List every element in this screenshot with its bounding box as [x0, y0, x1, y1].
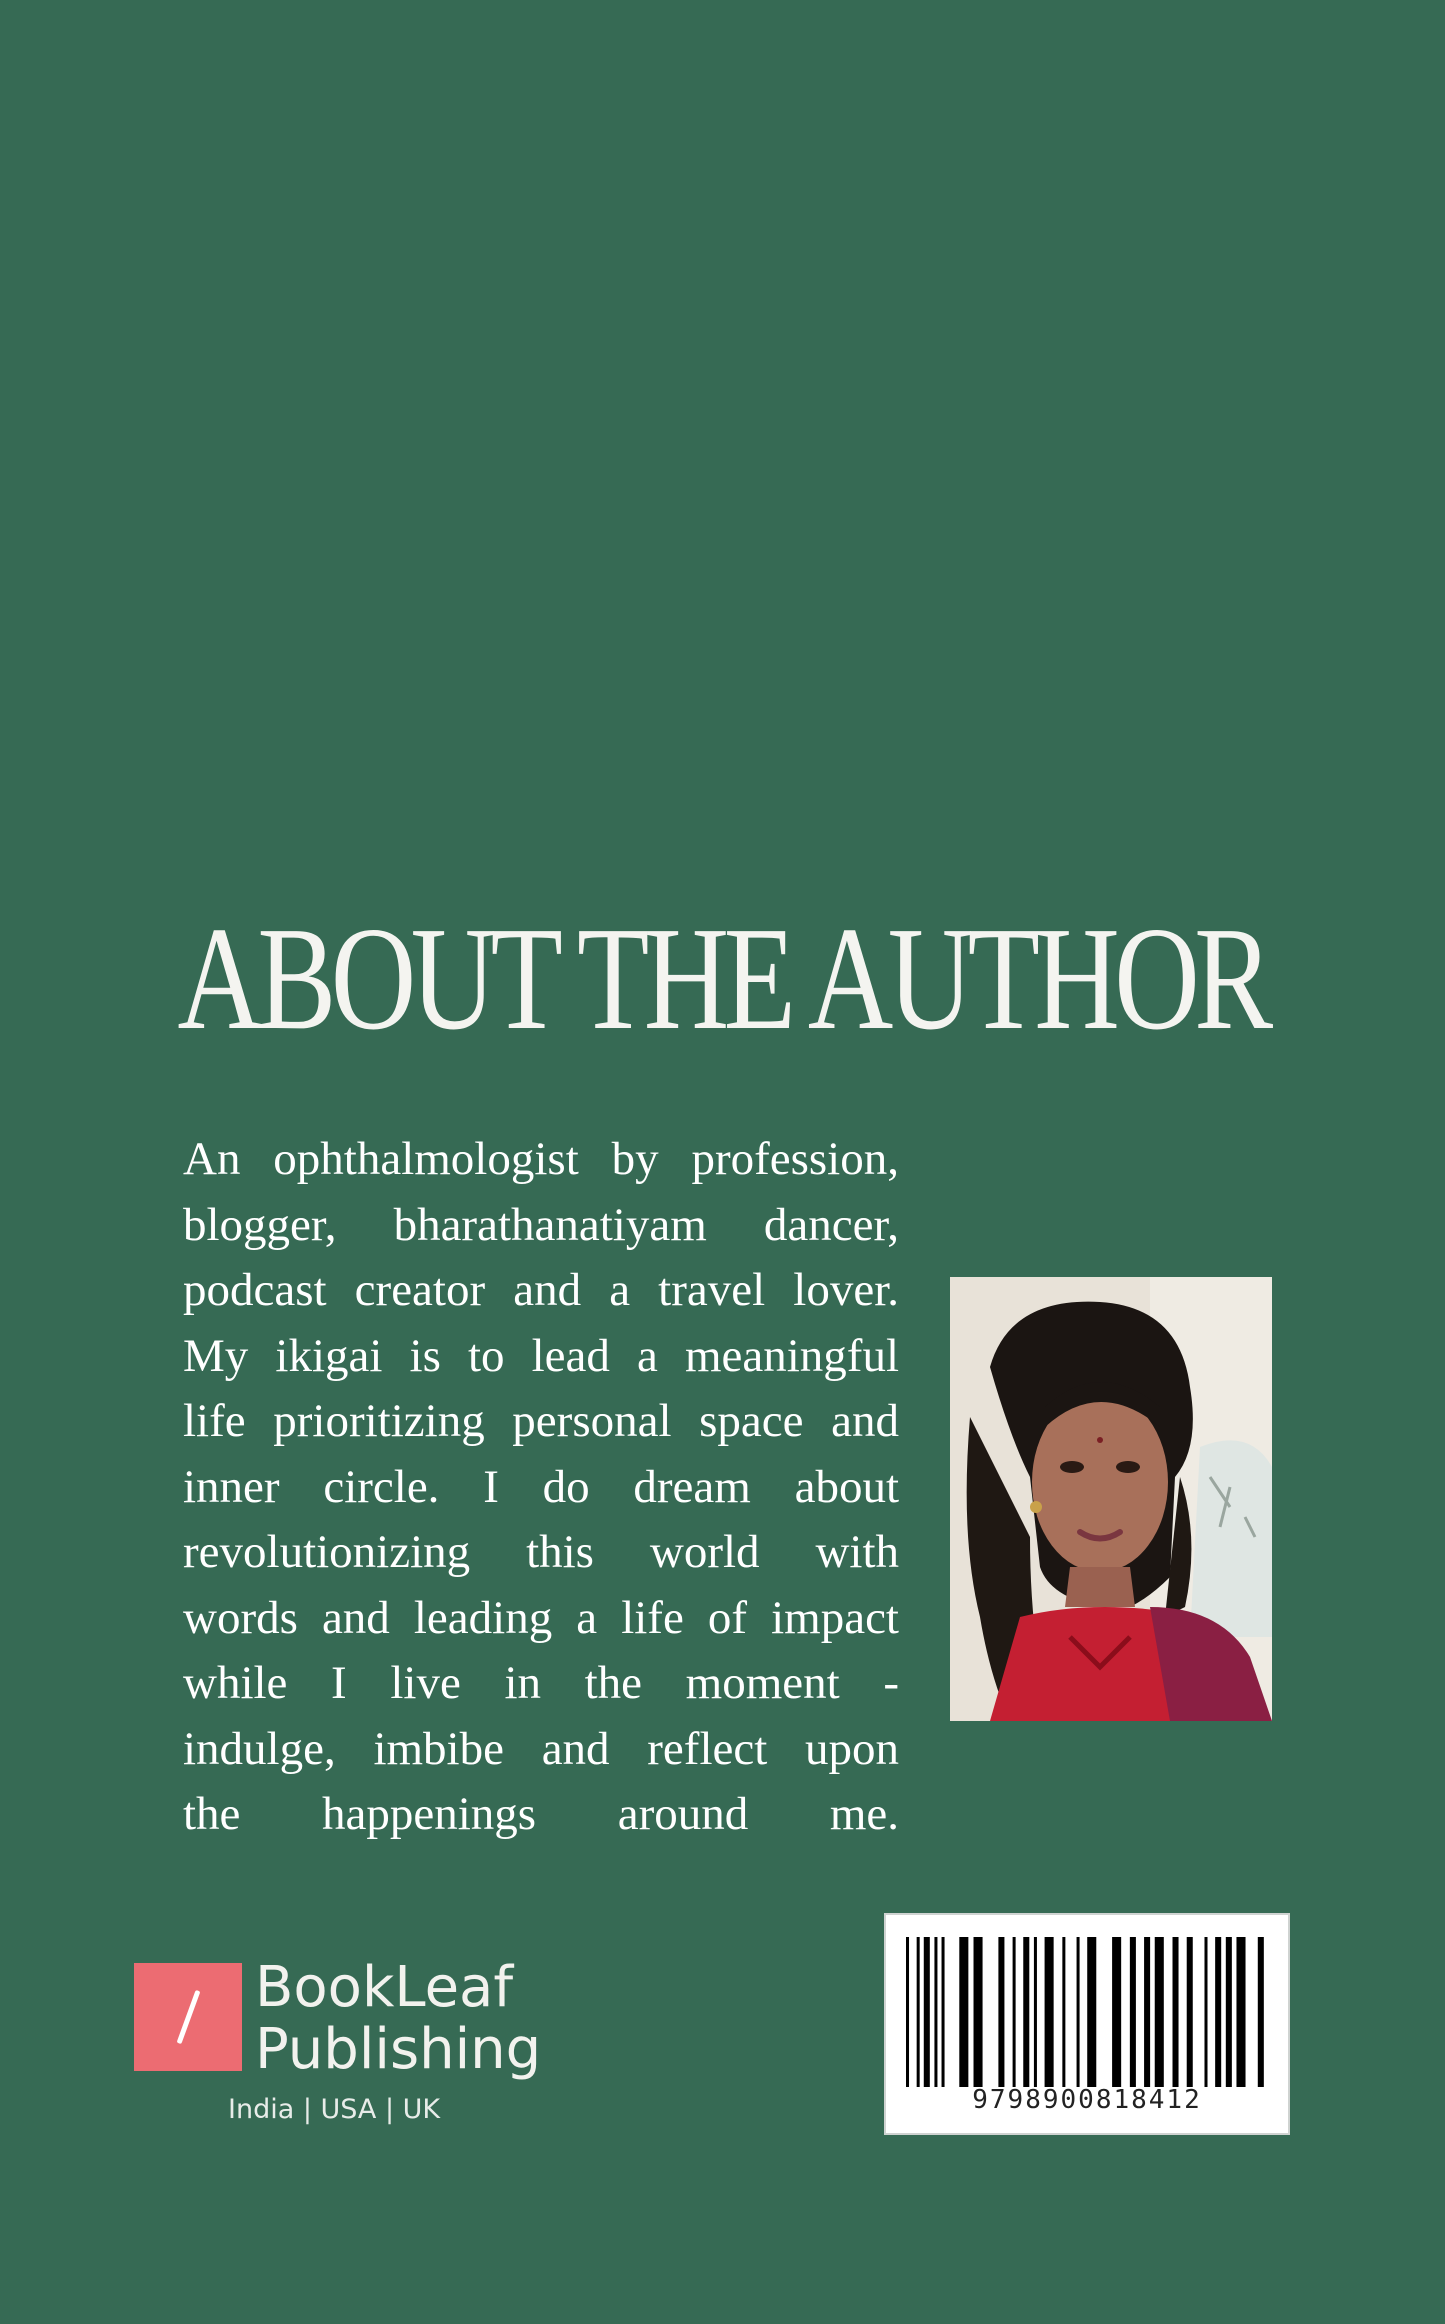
barcode-bar [924, 1937, 930, 2087]
bio-line: indulge, imbibe and reflect upon [183, 1722, 899, 1775]
about-author-heading: ABOUT THE AUTHOR [177, 897, 1268, 1061]
barcode-bar [974, 1937, 983, 2087]
publisher-name-line1: BookLeaf [255, 1955, 514, 2020]
barcode-bar [1062, 1937, 1065, 2087]
bio-line: podcast creator and a travel lover. [183, 1264, 899, 1316]
barcode-bar [1155, 1937, 1164, 2087]
bio-line: words and leading a life of impact [183, 1591, 899, 1644]
barcode-bar [1130, 1937, 1136, 2087]
slash-logo-icon [176, 1990, 200, 2044]
isbn-barcode [884, 1913, 1290, 2135]
publisher-name-line2: Publishing [255, 2017, 542, 2082]
publisher-regions: India | USA | UK [228, 2094, 441, 2125]
publisher-name [255, 1957, 541, 2081]
barcode-bar [1236, 1937, 1245, 2087]
barcode-bar [1204, 1937, 1207, 2087]
bio-line: My ikigai is to lead a meaningful [183, 1329, 899, 1382]
barcode-bar [998, 1937, 1004, 2087]
barcode-bar [917, 1937, 920, 2087]
barcode-bar [1187, 1937, 1193, 2087]
bio-line: inner circle. I do dream about [183, 1460, 899, 1513]
author-photo [950, 1277, 1272, 1721]
barcode-bar [1215, 1937, 1221, 2087]
bio-line: An ophthalmologist by profession, [183, 1133, 899, 1185]
barcode-bar [959, 1937, 968, 2087]
bio-line: blogger, bharathanatiyam dancer, [183, 1198, 899, 1251]
bio-line: life prioritizing personal space and [183, 1395, 899, 1447]
barcode-bar [942, 1937, 945, 2087]
bio-line: revolutionizing this world with [183, 1526, 899, 1578]
barcode-bar [1023, 1937, 1029, 2087]
bio-line: the happenings around me. [183, 1788, 899, 1840]
barcode-bar [1112, 1937, 1121, 2087]
barcode-bar [1258, 1937, 1264, 2087]
barcode-bar [1045, 1937, 1054, 2087]
barcode-bar [1013, 1937, 1016, 2087]
barcode-bar [1226, 1937, 1232, 2087]
barcode-bar [1034, 1937, 1037, 2087]
barcode-bar [1144, 1937, 1150, 2087]
author-bio [183, 1127, 899, 1848]
barcode-bar [1173, 1937, 1179, 2087]
bio-line: while I live in the moment - [183, 1657, 899, 1709]
barcode-bar [1087, 1937, 1096, 2087]
barcode-bar [934, 1937, 937, 2087]
isbn-number: 9798900818412 [972, 2085, 1202, 2115]
barcode-bar [1077, 1937, 1080, 2087]
barcode-bars [904, 1937, 1274, 2087]
publisher-logo-icon [134, 1963, 242, 2071]
barcode-bar [906, 1937, 909, 2087]
